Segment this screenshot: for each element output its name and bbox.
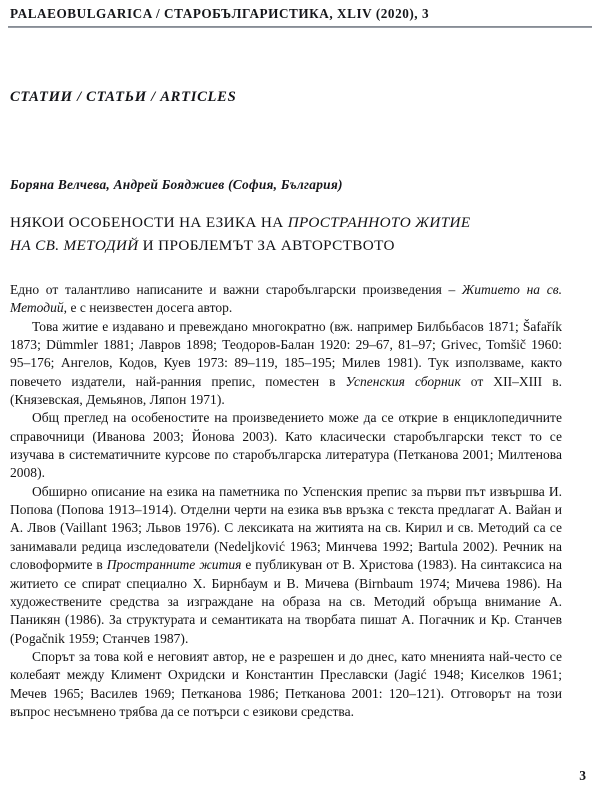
paragraph-text: Това житие е издавано и превеждано многократно (вж. например Билбьбасов 1871; Šafařík 1873; Dümmler 1881; Лавров 1898; Теодоров-Балан 1920: 29–67, 81–97; Grivec, Tomšič 1960: 95–176; Ангелов, Кодов, Куев 1973: 89–119, 185–195; Милев 1981). Тук използваме, както повечето издатели, най-ранния препис, поместен в xyxy=(10,318,562,389)
article-body xyxy=(10,281,562,721)
running-head xyxy=(10,6,590,26)
paragraph-text: Едно от талантливо написаните и важни старобългарски произведения – xyxy=(10,282,462,297)
paragraph-text: от XII–XIII в. (Князевская, Демьянов, Ляпон 1971). xyxy=(10,373,562,408)
paragraph-text: Обширно описание на езика на паметника по Успенския препис за първи път извършва И. Попова (Попова 1913–1914). Отделни черти на езика във връзка с текста предлагат А. Вайан и А. Лвов (Vaillant 1963; Львов 1976). С лексиката на житията на св. Кирил и св. Методий са се занимавали редица изследователи (Nedeljković 1963; Минчева 1992; Bartula 2002). Речник на словоформите в xyxy=(10,483,562,573)
article-title-segment: НЯКОИ ОСОБЕНОСТИ НА ЕЗИКА НА xyxy=(10,214,288,231)
running-head-text: PALAEOBULGARICA / СТАРОБЪЛГАРИСТИКА, XLIV (2020), 3 xyxy=(10,6,430,21)
cited-work-title: Успенския сборник xyxy=(345,373,461,389)
section-label: СТАТИИ / СТАТЬИ / ARTICLES xyxy=(10,89,237,105)
article-title-line-2 xyxy=(10,235,582,258)
paragraph: Общ преглед на особеностите на произведението може да се открие в енциклопедичните справочници (Иванова 2003; Йонова 2003). Като класически старобългарски текст то се изучава в систематичните курсове по старобългарска литература (Петканова 2001; Милтенова 2008). xyxy=(10,410,562,481)
paragraph: Спорът за това кой е неговият автор, не е разрешен и до днес, като мненията най-често се колебаят между Климент Охридски и Константин Преславски (Jagić 1948; Киселков 1961; Мечев 1965; Василев 1969; Петканова 1986; Петканова 2001: 120–121). Отговорът на този въпрос несъмнено трябва да се потърси с езикови средства. xyxy=(10,648,562,719)
paragraph xyxy=(10,483,562,648)
page-number: 3 xyxy=(579,768,586,783)
article-title-italic-segment: НА СВ. МЕТОДИЙ xyxy=(10,236,139,254)
paragraph-text: , е с неизвестен досега автор. xyxy=(63,300,233,316)
paragraph xyxy=(10,281,562,318)
header-rule xyxy=(8,26,592,28)
article-title-italic-segment: ПРОСТРАННОТО ЖИТИЕ xyxy=(287,214,471,231)
cited-work-title: Пространните жития xyxy=(106,557,242,573)
article-title xyxy=(10,212,582,257)
paragraph xyxy=(10,318,562,410)
article-title-line-1 xyxy=(10,212,582,235)
paragraph-text: е публикуван от В. Христова (1983). На синтаксиса на житието се спират специално Х. Бирнбаум и В. Мичева (Birnbaum 1974; Мичева 1986). На художествените средства за изграждане на образа на св. Методий обръща внимание А. Паникян (1986). За структурата и семантиката на творбата пишат А. Погачник и Кр. Станчев (Pogačnik 1959; Станчев 1987). xyxy=(10,557,562,646)
article-title-segment: И ПРОБЛЕМЪТ ЗА АВТОРСТВОТО xyxy=(138,236,395,254)
cited-work-title: Житието на св. Методий xyxy=(10,282,562,316)
author-byline: Боряна Велчева, Андрей Бояджиев (София, България) xyxy=(10,177,343,192)
